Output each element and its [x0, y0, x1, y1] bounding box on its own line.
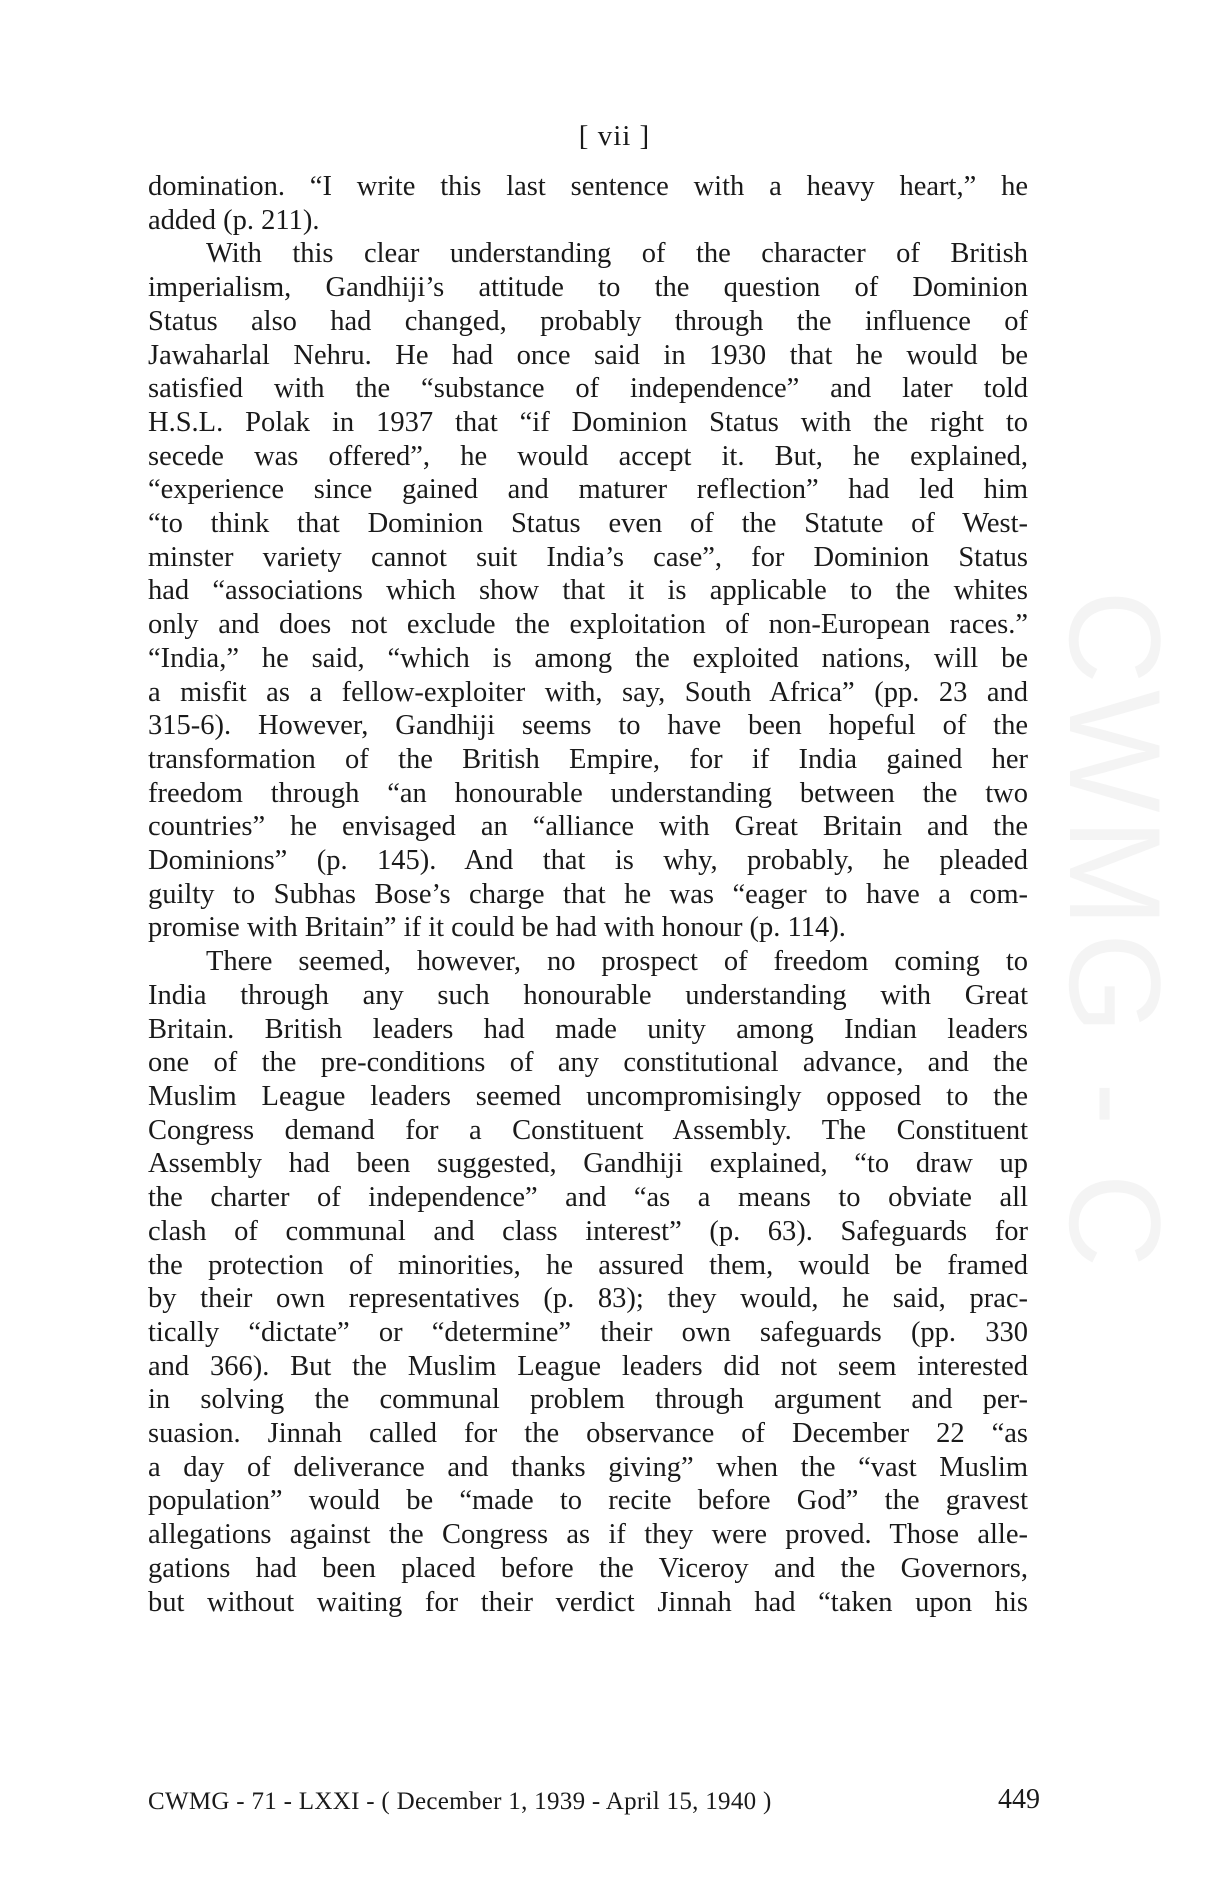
text-line: imperialism, Gandhiji’s attitude to the question of Dominion	[148, 272, 1028, 304]
text-line: the protection of minorities, he assured them, would be framed	[148, 1249, 1028, 1281]
text-line: had “associations which show that it is applicable to the whites	[148, 575, 1028, 607]
text-line: 315-6). However, Gandhiji seems to have been hopeful of the	[148, 710, 1028, 742]
page-number: 449	[998, 1784, 1040, 1815]
text-line: countries” he envisaged an “alliance with Great Britain and the	[148, 811, 1028, 843]
body-text	[148, 170, 1028, 1619]
text-line: the charter of independence” and “as a means to obviate all	[148, 1182, 1028, 1214]
text-line: satisfied with the “substance of independence” and later told	[148, 373, 1028, 405]
text-line: freedom through “an honourable understanding between the two	[148, 777, 1028, 809]
text-line: gations had been placed before the Viceroy and the Governors,	[148, 1552, 1028, 1584]
text-line: Jawaharlal Nehru. He had once said in 1930 that he would be	[148, 339, 1028, 371]
text-line: minster variety cannot suit India’s case”, for Dominion Status	[148, 541, 1028, 573]
text-line: H.S.L. Polak in 1937 that “if Dominion Status with the right to	[148, 406, 1028, 438]
cwmg-watermark	[1040, 590, 1190, 1273]
text-line: India through any such honourable understanding with Great	[148, 979, 1028, 1011]
text-line: “India,” he said, “which is among the exploited nations, will be	[148, 642, 1028, 674]
text-line: suasion. Jinnah called for the observance of December 22 “as	[148, 1418, 1028, 1450]
page-header-marker: [ vii ]	[578, 120, 651, 152]
text-line: population” would be “made to recite before God” the gravest	[148, 1485, 1028, 1517]
text-line: “to think that Dominion Status even of the Statute of West-	[148, 508, 1028, 540]
text-line: secede was offered”, he would accept it. But, he explained,	[148, 440, 1028, 472]
text-line: promise with Britain” if it could be had with honour (p. 114).	[148, 912, 846, 944]
text-line: and 366). But the Muslim League leaders did not seem interested	[148, 1350, 1028, 1382]
text-line: a misfit as a fellow-exploiter with, say, South Africa” (pp. 23 and	[148, 676, 1028, 708]
text-line: a day of deliverance and thanks giving” when the “vast Muslim	[148, 1451, 1028, 1483]
text-line: in solving the communal problem through argument and per-	[148, 1384, 1028, 1416]
text-line: transformation of the British Empire, for if India gained her	[148, 743, 1028, 775]
text-line: but without waiting for their verdict Jinnah had “taken upon his	[148, 1586, 1028, 1618]
text-line: “experience since gained and maturer reflection” had led him	[148, 474, 1028, 506]
footer-citation: CWMG - 71 - LXXI - ( December 1, 1939 - April 15, 1940 )	[148, 1788, 772, 1815]
text-line: Muslim League leaders seemed uncompromisingly opposed to the	[148, 1080, 1028, 1112]
text-line: There seemed, however, no prospect of freedom coming to	[206, 946, 1028, 978]
text-line: only and does not exclude the exploitation of non-European races.”	[148, 609, 1028, 641]
text-line: clash of communal and class interest” (p. 63). Safeguards for	[148, 1215, 1028, 1247]
text-line: domination. “I write this last sentence with a heavy heart,” he	[148, 171, 1028, 202]
text-line: Congress demand for a Constituent Assembly. The Constituent	[148, 1114, 1028, 1146]
text-line: allegations against the Congress as if they were proved. Those alle-	[148, 1519, 1028, 1551]
text-line: tically “dictate” or “determine” their own safeguards (pp. 330	[148, 1316, 1028, 1348]
text-line: Status also had changed, probably through the influence of	[148, 305, 1028, 337]
text-line: Assembly had been suggested, Gandhiji explained, “to draw up	[148, 1148, 1028, 1180]
text-line: by their own representatives (p. 83); they would, he said, prac-	[148, 1283, 1028, 1315]
text-line: With this clear understanding of the character of British	[206, 238, 1028, 270]
text-line: guilty to Subhas Bose’s charge that he was “eager to have a com-	[148, 878, 1028, 910]
text-line: Dominions” (p. 145). And that is why, probably, he pleaded	[148, 845, 1028, 877]
text-line: one of the pre-conditions of any constitutional advance, and the	[148, 1047, 1028, 1079]
text-line: Britain. British leaders had made unity among Indian leaders	[148, 1013, 1028, 1045]
text-line: added (p. 211).	[148, 204, 320, 236]
